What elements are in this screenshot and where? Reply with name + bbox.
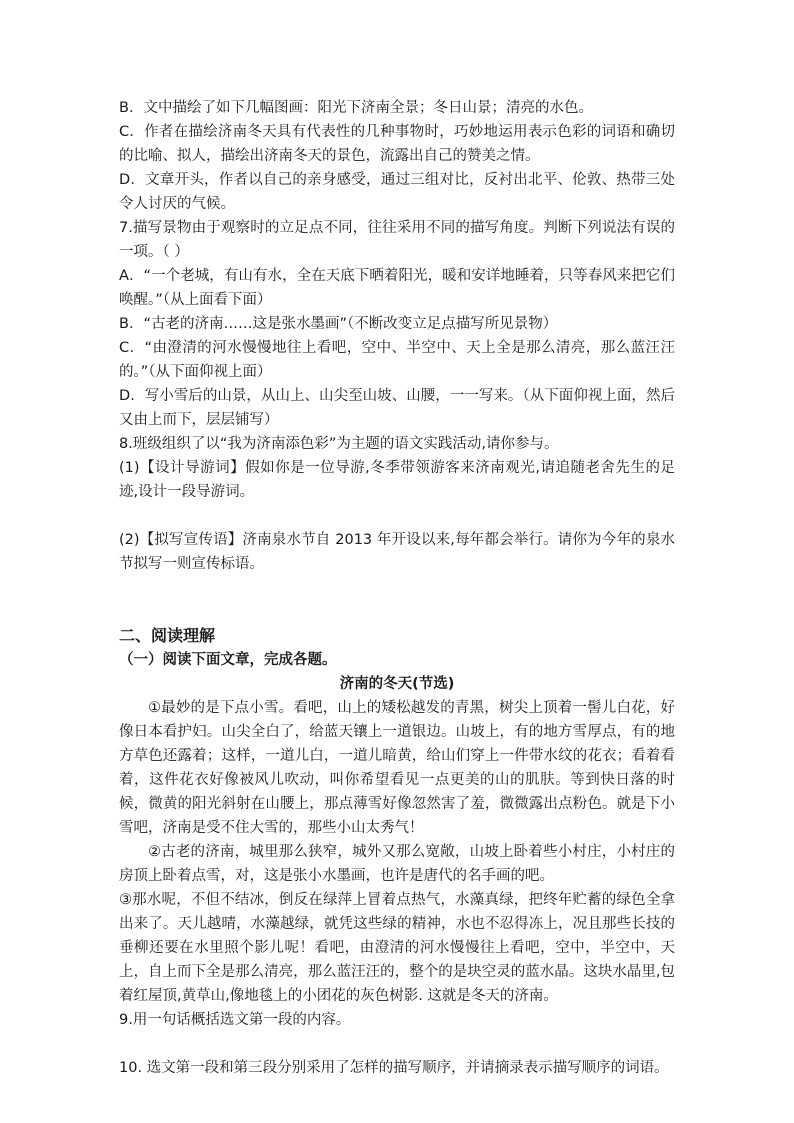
option-b: B．文中描绘了如下几幅图画：阳光下济南全景；冬日山景；清亮的水色。 [119,100,593,116]
subsection-title: （一）阅读下面文章，完成各题。 [119,652,337,668]
question-9: 9.用一句话概括选文第一段的内容。 [119,1012,351,1028]
question-7-option-a: A．“一个老城，有山有水，全在天底下晒着阳光，暖和安详地睡着，只等春风来把它们唤醒。”（从上面看下面） [119,268,675,308]
question-8-part-2: (2)【拟写宣传语】济南泉水节自 2013 年开设以来,每年都会举行。请你为今年的泉水节拟写一则宣传标语。 [119,532,675,572]
option-c: C．作者在描绘济南冬天具有代表性的几种事物时，巧妙地运用表示色彩的词语和确切的比喻、拟人，描绘出济南冬天的景色，流露出自己的赞美之情。 [119,124,675,164]
section-gap [119,576,675,624]
section-title: 二、阅读理解 [119,626,216,645]
question-10: 10. 选文第一段和第三段分别采用了怎样的描写顺序，并请摘录表示描写顺序的词语。 [119,1060,669,1076]
article-paragraph-1: ①最妙的是下点小雪。看吧，山上的矮松越发的青黑，树尖上顶着一髻儿白花，好像日本看护妇。山尖全白了，给蓝天镶上一道银边。山坡上，有的地方雪厚点，有的地方草色还露着；这样，一道儿白，一道儿暗黄，给山们穿上一件带水纹的花衣；看着看着，这件花衣好像被风儿吹动，叫你希望看见一点更美的山的肌肤。等到快日落的时候，微黄的阳光斜射在山腰上，那点薄雪好像忽然害了羞，微微露出点粉色。就是下小雪吧，济南是受不住大雪的，那些小山太秀气！ [119,700,675,836]
article-title: 济南的冬天(节选) [339,676,455,692]
question-7-option-c: C．“由澄清的河水慢慢地往上看吧，空中、半空中、天上全是那么清亮，那么蓝汪汪的。”（从下面仰视上面） [119,340,675,380]
question-8-part-1: (1)【设计导游词】假如你是一位导游,冬季带领游客来济南观光,请追随老舍先生的足迹,设计一段导游词。 [119,460,675,500]
document-content [119,96,675,1080]
article-paragraph-3: ③那水呢，不但不结冰，倒反在绿萍上冒着点热气，水藻真绿，把终年贮蓄的绿色全拿出来了。天儿越晴，水藻越绿，就凭这些绿的精神，水也不忍得冻上，况且那些长技的垂柳还要在水里照个影儿呢！看吧，由澄清的河水慢慢往上看吧，空中，半空中，天上，自上而下全是那么清亮，那么蓝汪汪的，整个的是块空灵的蓝水晶。这块水晶里,包着红屋顶,黄草山,像地毯上的小团花的灰色树影. 这就是冬天的济南。 [119,892,675,1004]
answer-space [119,1032,675,1056]
answer-space [119,504,675,528]
question-7-stem: 7.描写景物由于观察时的立足点不同，往往采用不同的描写角度。判断下列说法有误的一项。（ ） [119,220,675,260]
question-8-stem: 8.班级组织了以“我为济南添色彩”为主题的语文实践活动,请你参与。 [119,436,559,452]
option-d: D．文章开头，作者以自己的亲身感受，通过三组对比，反衬出北平、伦敦、热带三处令人讨厌的气候。 [119,172,675,212]
question-7-option-b: B．“古老的济南……这是张水墨画”（不断改变立足点描写所见景物） [119,316,558,332]
question-7-option-d: D．写小雪后的山景，从山上、山尖至山坡、山腰，一一写来。（从下面仰视上面，然后又由上而下，层层铺写） [119,388,675,428]
article-paragraph-2: ②古老的济南，城里那么狭窄，城外又那么宽敞，山坡上卧着些小村庄，小村庄的房顶上卧着点雪，对，这是张小水墨画，也许是唐代的名手画的吧。 [119,844,675,884]
